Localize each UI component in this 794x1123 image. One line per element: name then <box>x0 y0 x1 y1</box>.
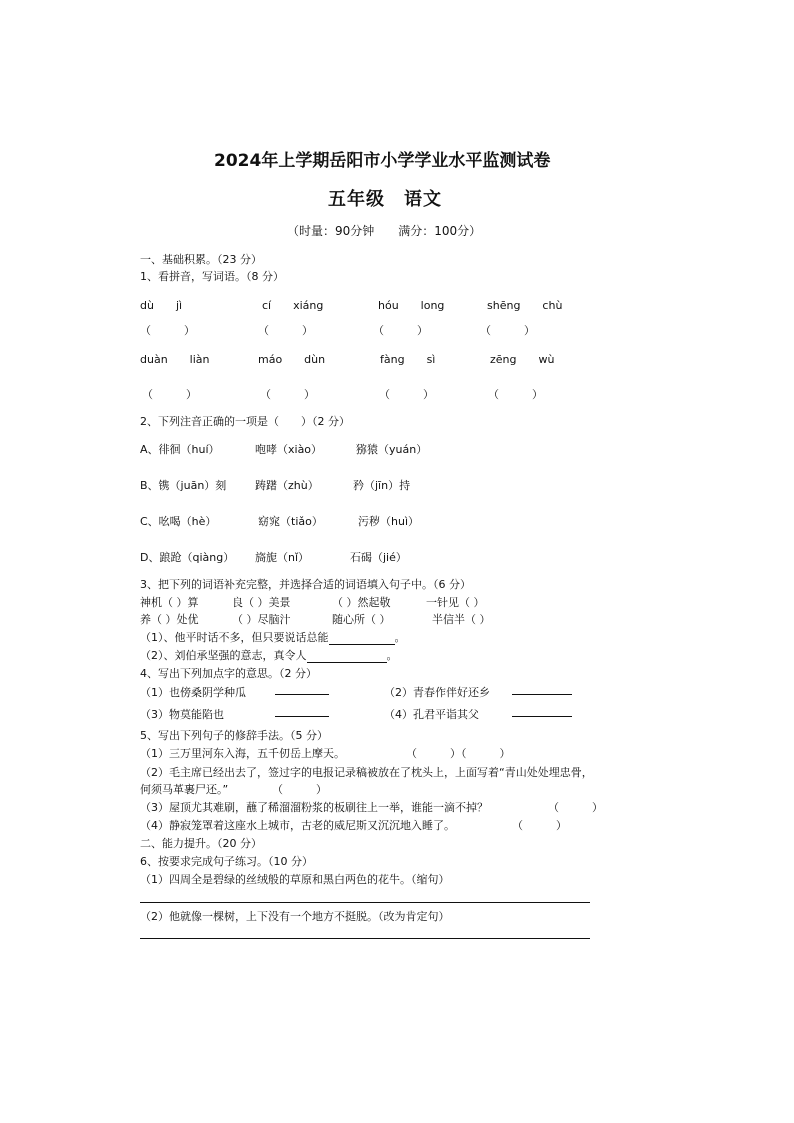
answer-bracket[interactable]: （ ） <box>512 819 567 832</box>
sentence-fill <box>140 629 406 645</box>
answer-line[interactable] <box>140 938 590 939</box>
option-b-word: 踌躇（zhù） <box>255 479 319 492</box>
pinyin-item: máo dùn <box>258 353 326 366</box>
answer-bracket[interactable]: （ ） <box>480 324 535 337</box>
pinyin-item: cí xiáng <box>262 299 324 312</box>
idiom-item[interactable]: 随心所（ ） <box>332 613 391 626</box>
option-b-word: 矜（jīn）持 <box>353 479 411 492</box>
option-c-word: 窈窕（tiǎo） <box>258 515 323 528</box>
pinyin-item: shēng chù <box>487 299 563 312</box>
question-heading: 6、按要求完成句子练习。（10 分） <box>140 855 313 868</box>
option-d-word: 石碣（jié） <box>350 551 407 564</box>
option-c[interactable]: C、吆喝（hè） <box>140 515 217 528</box>
sentence-exercise: （1）四周全是碧绿的丝绒般的草原和黑白两色的花牛。（缩句） <box>140 873 450 886</box>
answer-bracket[interactable]: （ ） <box>272 783 327 796</box>
answer-blank[interactable] <box>329 632 395 645</box>
pinyin-item: duàn liàn <box>140 353 210 366</box>
poem-item: （2）青春作伴好还乡 <box>384 686 490 699</box>
poem-item: （4）孔君平诣其父 <box>384 708 479 721</box>
answer-bracket[interactable]: （ ） <box>548 801 603 814</box>
answer-line[interactable] <box>140 902 590 903</box>
section-heading: 一、基础积累。（23 分） <box>140 253 262 266</box>
sentence-end: 。 <box>394 631 406 644</box>
answer-bracket[interactable]: （ ） <box>140 324 195 337</box>
option-d[interactable]: D、踉跄（qiàng） <box>140 551 235 564</box>
option-a-word: 猕猿（yuán） <box>356 443 428 456</box>
answer-bracket[interactable]: （ ） <box>379 388 434 401</box>
section-heading: 二、能力提升。（20 分） <box>140 837 262 850</box>
option-c-word: 污秽（huì） <box>358 515 419 528</box>
idiom-item[interactable]: 养（ ）处优 <box>140 613 199 626</box>
answer-bracket[interactable]: （ ）（ ） <box>406 747 511 760</box>
rhetoric-sentence: 何须马革裹尸还。” <box>140 783 229 796</box>
answer-blank[interactable] <box>307 650 387 663</box>
poem-item: （3）物莫能陷也 <box>140 708 224 721</box>
poem-item: （1）也傍桑阴学种瓜 <box>140 686 246 699</box>
option-d-word: 旖旎（nǐ） <box>255 551 310 564</box>
idiom-item[interactable]: 一针见（ ） <box>426 596 485 609</box>
idiom-item[interactable]: （ ）然起敬 <box>332 596 391 609</box>
rhetoric-sentence: （4）静寂笼罩着这座水上城市，古老的威尼斯又沉沉地入睡了。 <box>140 819 455 832</box>
option-a[interactable]: A、徘徊（huí） <box>140 443 220 456</box>
sentence-end: 。 <box>386 649 398 662</box>
sentence-text: （2）、刘伯承坚强的意志，真令人 <box>140 649 307 662</box>
sentence-exercise: （2）他就像一棵树，上下没有一个地方不挺脱。（改为肯定句） <box>140 910 450 923</box>
exam-subtitle: 五年级 语文 <box>328 189 442 210</box>
answer-bracket[interactable]: （ ） <box>260 388 315 401</box>
answer-bracket[interactable]: （ ） <box>488 388 543 401</box>
pinyin-item: zēng wù <box>490 353 555 366</box>
question-heading: 3、把下列的词语补充完整，并选择合适的词语填入句子中。（6 分） <box>140 578 471 591</box>
sentence-text: （1）、他平时话不多，但只要说话总能 <box>140 631 329 644</box>
rhetoric-sentence: （1）三万里河东入海，五千仞岳上摩天。 <box>140 747 345 760</box>
option-b[interactable]: B、镌（juān）刻 <box>140 479 227 492</box>
option-a-word: 咆哮（xiào） <box>255 443 323 456</box>
idiom-item[interactable]: （ ）尽脑汁 <box>232 613 291 626</box>
answer-bracket[interactable]: （ ） <box>142 388 197 401</box>
answer-blank[interactable] <box>275 694 329 695</box>
rhetoric-sentence: （3）屋顶尤其难刷，蘸了稀溜溜粉浆的板刷往上一举，谁能一滴不掉？ <box>140 801 488 814</box>
sentence-fill <box>140 647 398 663</box>
question-heading: 5、写出下列句子的修辞手法。（5 分） <box>140 729 328 742</box>
pinyin-item: dù jì <box>140 299 183 312</box>
rhetoric-sentence: （2）毛主席已经出去了，签过字的电报记录稿被放在了枕头上，上面写着“青山处处埋忠骨， <box>140 766 593 779</box>
idiom-item[interactable]: 神机（ ）算 <box>140 596 199 609</box>
answer-blank[interactable] <box>275 716 329 717</box>
question-heading: 4、写出下列加点字的意思。（2 分） <box>140 667 317 680</box>
answer-blank[interactable] <box>512 716 572 717</box>
pinyin-item: fàng sì <box>380 353 436 366</box>
question-heading: 2、下列注音正确的一项是（ ）（2 分） <box>140 415 350 428</box>
answer-bracket[interactable]: （ ） <box>258 324 313 337</box>
idiom-item[interactable]: 半信半（ ） <box>432 613 491 626</box>
exam-meta: （时量：90分钟 满分：100分） <box>287 224 482 238</box>
question-heading: 1、看拼音，写词语。（8 分） <box>140 270 284 283</box>
pinyin-item: hóu long <box>378 299 445 312</box>
exam-title: 2024年上学期岳阳市小学学业水平监测试卷 <box>214 151 551 171</box>
answer-bracket[interactable]: （ ） <box>373 324 428 337</box>
idiom-item[interactable]: 良（ ）美景 <box>232 596 291 609</box>
answer-blank[interactable] <box>512 694 572 695</box>
